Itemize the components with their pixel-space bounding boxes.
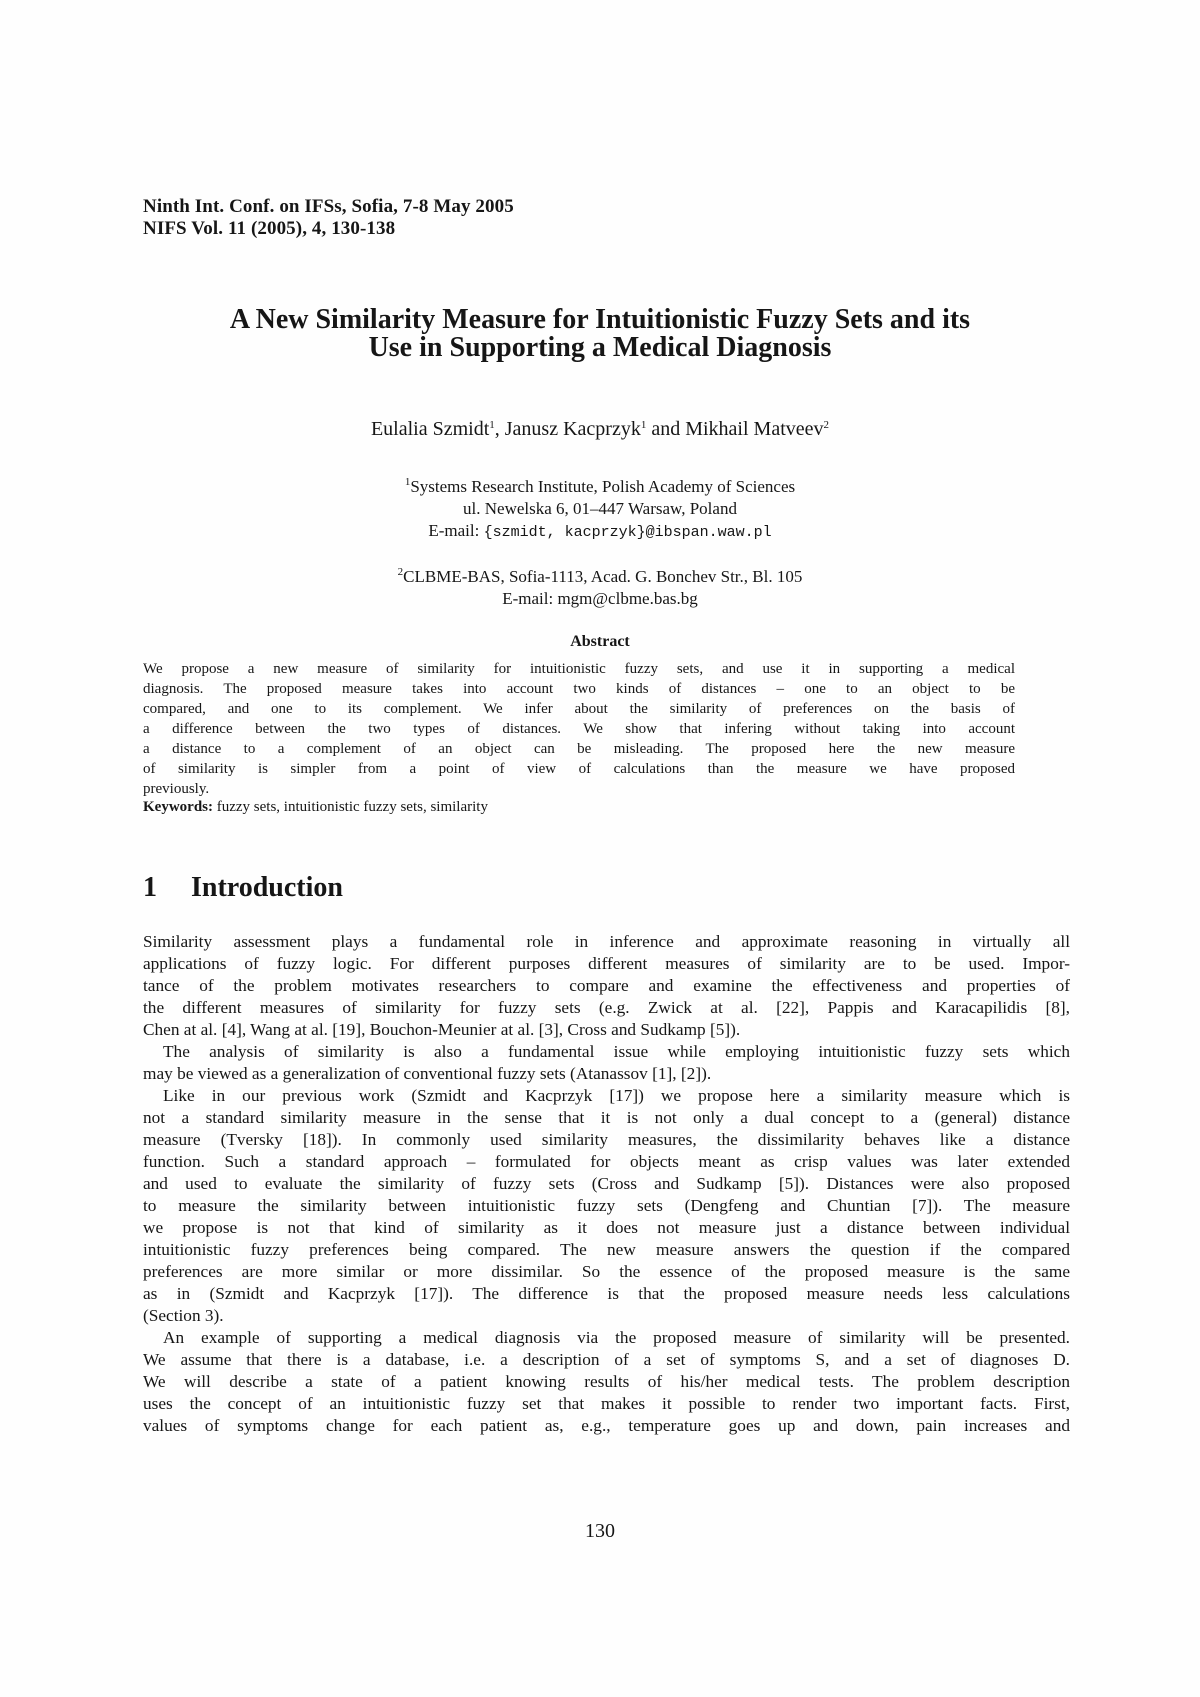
author-affiliation-mark: 1 (489, 419, 495, 431)
abstract-heading: Abstract (570, 633, 630, 650)
abstract-line: a difference between the two types of distances. We show that infering without taking into account (143, 721, 1015, 737)
keywords-list: fuzzy sets, intuitionistic fuzzy sets, similarity (213, 799, 488, 815)
journal-header: NIFS Vol. 11 (2005), 4, 130-138 (143, 218, 396, 239)
body-line: we propose is not that kind of similarity as it does not measure just a distance between individual (143, 1218, 1070, 1237)
author-list (130, 418, 1070, 441)
email-address[interactable]: {szmidt, kacprzyk}@ibspan.waw.pl (483, 524, 772, 541)
abstract-line: previously. (143, 781, 210, 797)
email-label: E-mail: (502, 589, 558, 608)
section-heading (143, 872, 343, 904)
email-label: E-mail: (428, 521, 484, 540)
body-line: uses the concept of an intuitionistic fuzzy set that makes it possible to render two important facts. First, (143, 1394, 1070, 1413)
affiliation-address: ul. Newelska 6, 01–447 Warsaw, Poland (463, 499, 737, 518)
body-line: We will describe a state of a patient knowing results of his/her medical tests. The problem description (143, 1372, 1070, 1391)
body-line: as in (Szmidt and Kacprzyk [17]). The difference is that the proposed measure needs less calculations (143, 1284, 1070, 1303)
body-line: Chen at al. [4], Wang at al. [19], Bouchon-Meunier at al. [3], Cross and Sudkamp [5]). (143, 1020, 741, 1039)
section-number: 1 (143, 872, 157, 903)
author-separator: , (494, 418, 505, 440)
abstract-line: a distance to a complement of an object can be misleading. The proposed here the new measure (143, 741, 1015, 757)
body-line: values of symptoms change for each patient as, e.g., temperature goes up and down, pain increases and (143, 1416, 1070, 1435)
affiliation-mark: 2 (397, 566, 404, 578)
body-line: preferences are more similar or more dissimilar. So the essence of the proposed measure is the same (143, 1262, 1070, 1281)
author-affiliation-mark: 2 (823, 419, 830, 431)
abstract-line: compared, and one to its complement. We infer about the similarity of preferences on the basis of (143, 701, 1015, 717)
author-name: Mikhail Matveev (685, 418, 824, 440)
body-line: not a standard similarity measure in the sense that it is not only a dual concept to a (general) distance (143, 1108, 1070, 1127)
affiliation-institution: Systems Research Institute, Polish Academy of Sciences (410, 477, 796, 496)
author-affiliation-mark: 1 (640, 419, 647, 431)
affiliation-2 (130, 566, 1070, 610)
body-line: tance of the problem motivates researchers to compare and examine the effectiveness and properties of (143, 976, 1070, 995)
affiliation-1 (130, 476, 1070, 544)
body-line: The analysis of similarity is also a fundamental issue while employing intuitionistic fuzzy sets which (163, 1042, 1070, 1061)
keywords (143, 799, 488, 816)
body-line: and used to evaluate the similarity of fuzzy sets (Cross and Sudkamp [5]). Distances were also proposed (143, 1174, 1070, 1193)
paper-title-line2: Use in Supporting a Medical Diagnosis (368, 332, 832, 363)
conference-header: Ninth Int. Conf. on IFSs, Sofia, 7-8 May 2005 (143, 196, 514, 217)
body-line: We assume that there is a database, i.e. a description of a set of symptoms S, and a set of diagnoses D. (143, 1350, 1070, 1369)
abstract-line: diagnosis. The proposed measure takes into account two kinds of distances – one to an object to be (143, 681, 1015, 697)
page-number: 130 (585, 1520, 615, 1542)
section-title: Introduction (191, 872, 343, 903)
author-name: Janusz Kacprzyk (504, 418, 641, 440)
body-line: Similarity assessment plays a fundamental role in inference and approximate reasoning in virtually all (143, 932, 1070, 951)
body-line: applications of fuzzy logic. For different purposes different measures of similarity are to be used. Impor- (143, 954, 1070, 973)
body-line: may be viewed as a generalization of conventional fuzzy sets (Atanassov [1], [2]). (143, 1064, 712, 1083)
affiliation-mark: 1 (404, 476, 411, 488)
paper-title-line1: A New Similarity Measure for Intuitionistic Fuzzy Sets and its (229, 304, 971, 335)
abstract-line: We propose a new measure of similarity for intuitionistic fuzzy sets, and use it in supporting a medical (143, 661, 1015, 677)
affiliation-institution: CLBME-BAS, Sofia-1113, Acad. G. Bonchev Str., Bl. 105 (403, 567, 803, 586)
body-line: (Section 3). (143, 1306, 224, 1325)
email-address[interactable]: mgm@clbme.bas.bg (557, 589, 698, 608)
body-line: An example of supporting a medical diagnosis via the proposed measure of similarity will be presented. (163, 1328, 1070, 1347)
author-separator: and (646, 418, 686, 440)
body-line: the different measures of similarity for fuzzy sets (e.g. Zwick at al. [22], Pappis and Karacapilidis [8], (143, 998, 1070, 1017)
body-line: measure (Tversky [18]). In commonly used similarity measures, the dissimilarity behaves like a distance (143, 1130, 1070, 1149)
body-line: to measure the similarity between intuitionistic fuzzy sets (Dengfeng and Chuntian [7]). The measure (143, 1196, 1070, 1215)
body-line: function. Such a standard approach – formulated for objects meant as crisp values was later extended (143, 1152, 1070, 1171)
body-line: intuitionistic fuzzy preferences being compared. The new measure answers the question if the compared (143, 1240, 1070, 1259)
keywords-label: Keywords: (143, 799, 213, 815)
abstract-line: of similarity is simpler from a point of view of calculations than the measure we have proposed (143, 761, 1015, 777)
author-name: Eulalia Szmidt (370, 418, 490, 440)
body-line: Like in our previous work (Szmidt and Kacprzyk [17]) we propose here a similarity measure which is (163, 1086, 1070, 1105)
